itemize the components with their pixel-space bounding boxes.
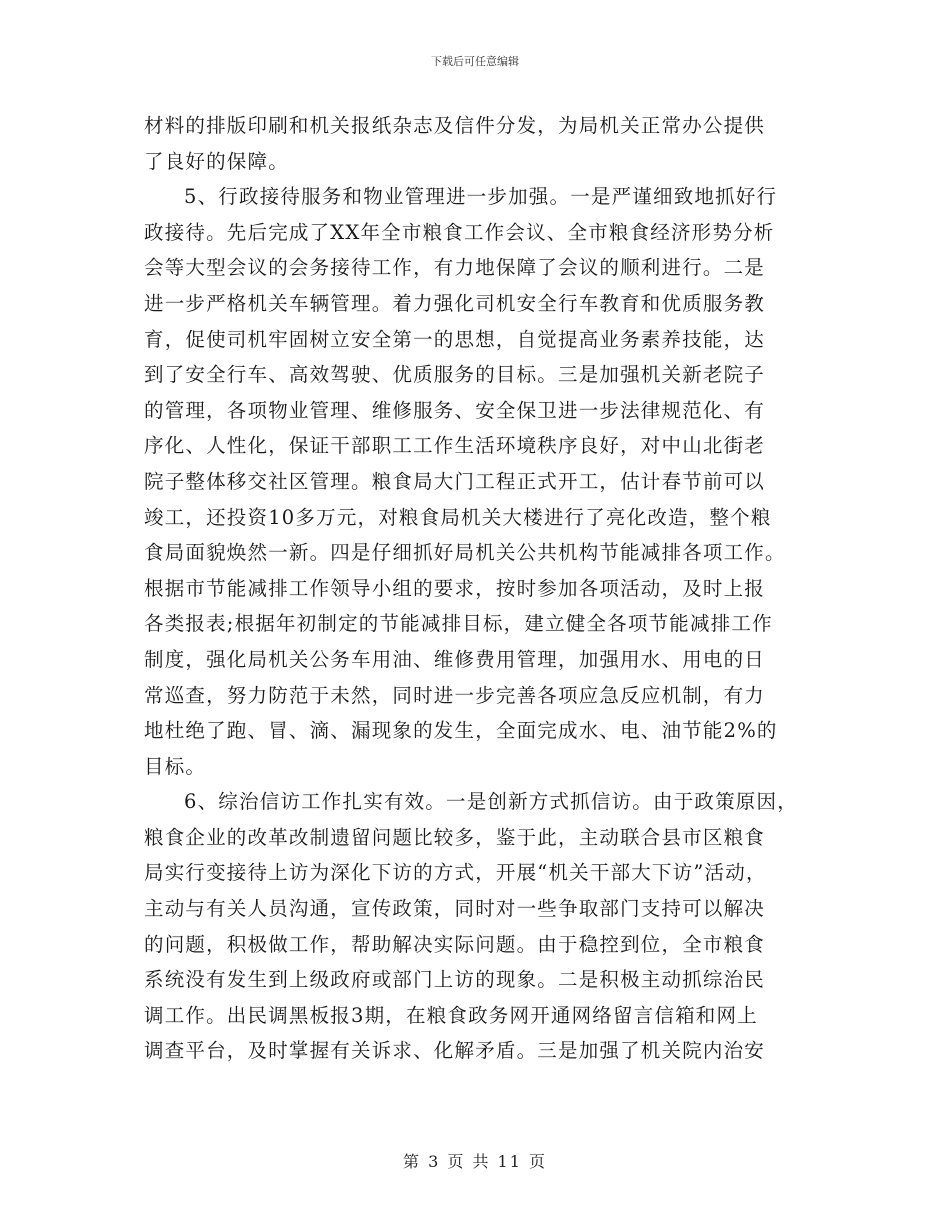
text-line: 调工作。出民调黑板报3期，在粮食政务网开通网络留言信箱和网上 bbox=[144, 1003, 758, 1027]
text-line: 了良好的保障。 bbox=[144, 149, 289, 173]
text-line: 目标。 bbox=[144, 754, 207, 778]
text-line: 各类报表;根据年初制定的节能减排目标，建立健全各项节能减排工作 bbox=[144, 612, 773, 636]
text-line: 院子整体移交社区管理。粮食局大门工程正式开工，估计春节前可以 bbox=[144, 469, 766, 493]
text-line: 主动与有关人员沟通，宣传政策，同时对一些争取部门支持可以解决 bbox=[144, 897, 766, 921]
text-line: 育，促使司机牢固树立安全第一的思想，自觉提高业务素养技能，达 bbox=[144, 327, 766, 351]
text-line: 系统没有发生到上级政府或部门上访的现象。二是积极主动抓综治民 bbox=[144, 968, 766, 992]
text-line: 制度，强化局机关公务车用油、维修费用管理，加强用水、用电的日 bbox=[144, 647, 766, 671]
text-line: 地杜绝了跑、冒、滴、漏现象的发生，全面完成水、电、油节能2%的 bbox=[144, 719, 778, 743]
text-line: 5、行政接待服务和物业管理进一步加强。一是严谨细致地抓好行 bbox=[184, 185, 778, 209]
text-line: 会等大型会议的会务接待工作，有力地保障了会议的顺利进行。二是 bbox=[144, 256, 766, 280]
text-line: 调查平台，及时掌握有关诉求、化解矛盾。三是加强了机关院内治安 bbox=[144, 1039, 766, 1063]
text-line: 食局面貌焕然一新。四是仔细抓好局机关公共机构节能减排各项工作。 bbox=[144, 541, 786, 565]
text-line: 常巡查，努力防范于未然，同时进一步完善各项应急反应机制，有力 bbox=[144, 683, 766, 707]
text-line: 局实行变接待上访为深化下访的方式，开展“机关干部大下访”活动， bbox=[144, 861, 767, 885]
text-line: 的管理，各项物业管理、维修服务、安全保卫进一步法律规范化、有 bbox=[144, 398, 766, 422]
text-line: 材料的排版印刷和机关报纸杂志及信件分发，为局机关正常办公提供 bbox=[144, 114, 766, 137]
text-line: 政接待。先后完成了XX年全市粮食工作会议、全市粮食经济形势分析 bbox=[144, 220, 775, 244]
text-line: 6、综治信访工作扎实有效。一是创新方式抓信访。由于政策原因， bbox=[184, 790, 798, 814]
header-note: 下载后可任意编辑 bbox=[431, 55, 519, 68]
text-line: 序化、人性化，保证干部职工工作生活环境秩序良好，对中山北街老 bbox=[144, 434, 766, 458]
text-line: 粮食企业的改革改制遗留问题比较多，鉴于此，主动联合县市区粮食 bbox=[144, 825, 766, 849]
text-line: 竣工，还投资10多万元，对粮食局机关大楼进行了亮化改造，整个粮 bbox=[144, 505, 772, 529]
text-line: 到了安全行车、高效驾驶、优质服务的目标。三是加强机关新老院子 bbox=[144, 363, 766, 387]
body-text bbox=[144, 108, 806, 1069]
text-line: 的问题，积极做工作，帮助解决实际问题。由于稳控到位，全市粮食 bbox=[144, 932, 766, 956]
text-line: 进一步严格机关车辆管理。着力强化司机安全行车教育和优质服务教 bbox=[144, 291, 766, 315]
text-line: 根据市节能减排工作领导小组的要求，按时参加各项活动，及时上报 bbox=[144, 576, 766, 600]
page-footer: 第 3 页 共 11 页 bbox=[403, 1152, 547, 1171]
